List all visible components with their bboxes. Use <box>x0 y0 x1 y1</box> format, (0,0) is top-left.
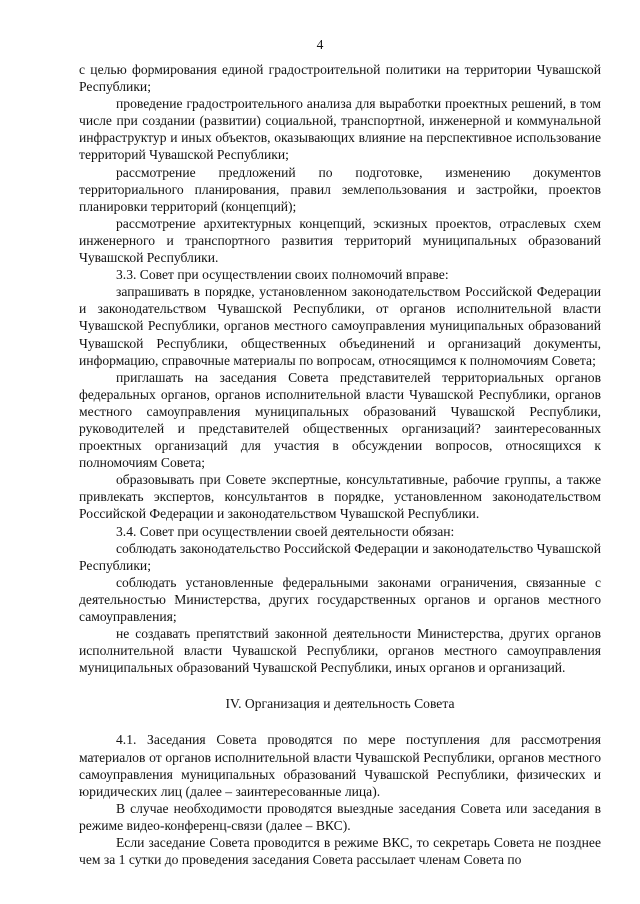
paragraph: проведение градостроительного анализа для выработки проектных решений, в том числе при создании (развитии) социальной, транспортной, инженерной и коммунальной инфраструктур и иных объектов, оказывающих влияние на перспективное использование территорий Чувашской Республики; <box>79 96 601 163</box>
paragraph: В случае необходимости проводятся выездные заседания Совета или заседания в режиме видео-конференц-связи (далее – ВКС). <box>79 800 601 833</box>
paragraph: не создавать препятствий законной деятельности Министерства, других органов исполнительной власти Чувашской Республики, органов местного самоуправления муниципальных образований Чувашской Республики, иных органов и организаций. <box>79 626 601 676</box>
clause-3-4-heading: 3.4. Совет при осуществлении своей деятельности обязан: <box>116 523 455 539</box>
paragraph: образовывать при Совете экспертные, консультативные, рабочие группы, а также привлекать экспертов, консультантов в порядке, установленном законодательством Российской Федерации и законодательством Чувашской Республики. <box>79 472 601 522</box>
paragraph: 4.1. Заседания Совета проводятся по мере поступления для рассмотрения материалов от органов исполнительной власти Чувашской Республики, органов местного самоуправления муниципальных образований Чувашской Республики, физических и юридических лиц (далее – заинтересованные лица). <box>79 732 601 799</box>
paragraph: соблюдать законодательство Российской Федерации и законодательство Чувашской Республики; <box>79 540 601 573</box>
clause-3-3-heading: 3.3. Совет при осуществлении своих полномочий вправе: <box>116 267 449 283</box>
page-number: 4 <box>316 37 324 52</box>
paragraph: Если заседание Совета проводится в режиме ВКС, то секретарь Совета не позднее чем за 1 сутки до проведения заседания Совета рассылает членам Совета по <box>79 835 601 868</box>
paragraph: приглашать на заседания Совета представителей территориальных органов федеральных органов, органов исполнительной власти Чувашской Республики, органов местного самоуправления муниципальных образований Чувашской Республики, руководителей и представителей общественных организаций? заинтересованных проектных организаций для участия в обсуждении вопросов, относящихся к полномочиям Совета; <box>79 369 601 471</box>
section-title: IV. Организация и деятельность Совета <box>225 696 455 712</box>
paragraph: с целью формирования единой градостроительной политики на территории Чувашской Республики; <box>79 62 601 95</box>
paragraph: рассмотрение предложений по подготовке, изменению документов территориального планирования, правил землепользования и застройки, проектов планировки территорий (концепций); <box>79 164 601 214</box>
paragraph: соблюдать установленные федеральными законами ограничения, связанные с деятельностью Министерства, других государственных органов и органов местного самоуправления; <box>79 574 601 624</box>
paragraph: рассмотрение архитектурных концепций, эскизных проектов, отраслевых схем инженерного и транспортного развития территорий муниципальных образований Чувашской Республики. <box>79 215 601 266</box>
document-body <box>79 61 601 868</box>
paragraph: запрашивать в порядке, установленном законодательством Российской Федерации и законодательством Чувашской Республики, от органов исполнительной власти Чувашской Республики, органов местного самоуправления муниципальных образований Чувашской Республики, общественных объединений и организаций документы, информацию, справочные материалы по вопросам, относящимся к полномочиям Совета; <box>79 284 601 368</box>
